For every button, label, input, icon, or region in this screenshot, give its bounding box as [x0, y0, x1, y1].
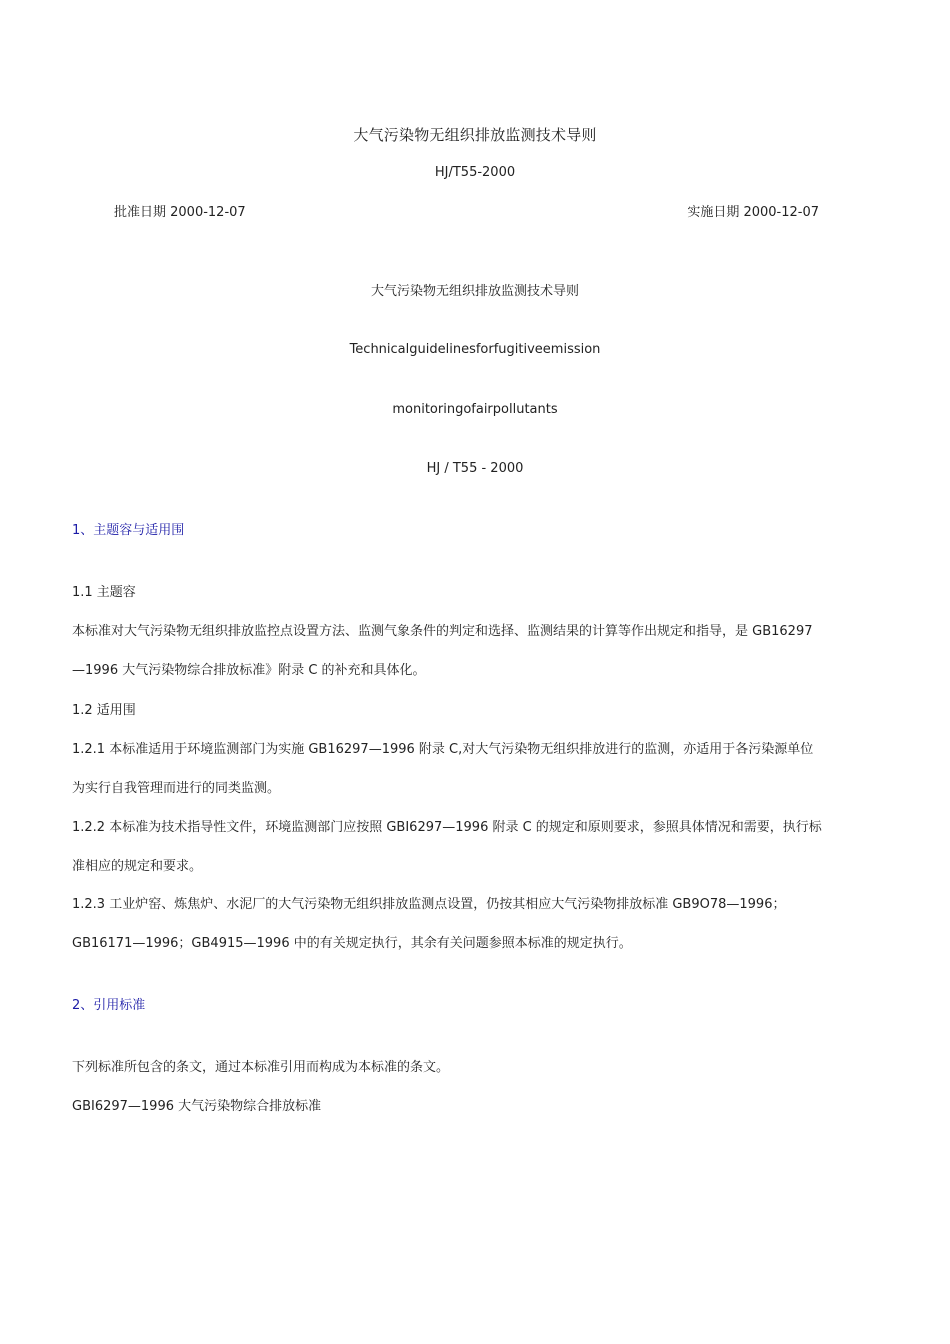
item-1-2-3-line2: GB16171—1996；GB4915—1996 中的有关规定执行，其余有关问题参照本标准的规定执行。: [72, 936, 632, 951]
implementation-date: 实施日期 2000-12-07: [687, 205, 819, 220]
cover-title-en-line1: Technicalguidelinesforfugitiveemission: [349, 342, 601, 357]
document-title: 大气污染物无组织排放监测技术导则: [353, 126, 597, 144]
cover-title-cn: 大气污染物无组织排放监测技术导则: [370, 284, 579, 299]
section-2-heading: 2、引用标准: [72, 998, 146, 1013]
standard-code: HJ/T55-2000: [434, 165, 516, 180]
item-1-2-2-line1: 1.2.2 本标准为技术指导性文件，环境监测部门应按照 GBI6297—1996 附录 C 的规定和原则要求，参照具体情况和需要，执行标: [72, 820, 822, 835]
subsection-1-1-text-line2: —1996 大气污染物综合排放标准》附录 C 的补充和具体化。: [72, 663, 426, 678]
cover-code: HJ / T55 - 2000: [426, 461, 524, 476]
section-1-heading: 1、主题容与适用围: [72, 523, 185, 538]
subsection-1-1-title: 1.1 主题容: [72, 585, 136, 600]
section-2-intro: 下列标准所包含的条文，通过本标准引用而构成为本标准的条文。: [72, 1060, 450, 1075]
item-1-2-2-line2: 准相应的规定和要求。: [72, 859, 203, 874]
cover-title-en-line2: monitoringofairpollutants: [392, 402, 558, 417]
item-1-2-3-line1: 1.2.3 工业炉窑、炼焦炉、水泥厂的大气污染物无组织排放监测点设置，仍按其相应大气污染物排放标准 GB9O78—1996；: [72, 897, 786, 912]
item-1-2-1-line1: 1.2.1 本标准适用于环境监测部门为实施 GB16297—1996 附录 C,对大气污染物无组织排放进行的监测，亦适用于各污染源单位: [72, 742, 814, 757]
approval-date: 批准日期 2000-12-07: [114, 205, 246, 220]
subsection-1-2-title: 1.2 适用围: [72, 703, 136, 718]
item-1-2-1-line2: 为实行自我管理而进行的同类监测。: [72, 781, 281, 796]
section-2-reference-1: GBI6297—1996 大气污染物综合排放标准: [72, 1099, 322, 1114]
subsection-1-1-text-line1: 本标准对大气污染物无组织排放监控点设置方法、监测气象条件的判定和选择、监测结果的计算等作出规定和指导，是 GB16297: [72, 624, 813, 639]
